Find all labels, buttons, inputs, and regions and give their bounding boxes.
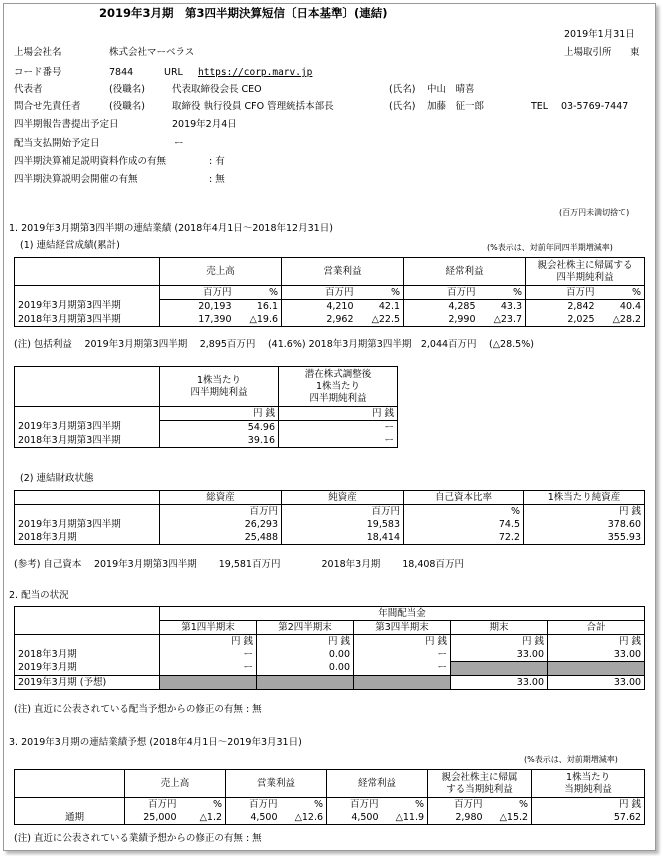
results-cell: △22.5	[357, 313, 404, 327]
dividend-unit-1: 円 銭	[257, 635, 354, 649]
contact-role-label: (役職名)	[109, 101, 145, 112]
briefing-value: : 無	[209, 174, 225, 185]
table-row	[15, 434, 398, 448]
financial-header-0: 総資産	[160, 491, 282, 505]
results-cell: 20,193	[160, 300, 235, 314]
table-row	[15, 518, 645, 531]
financial-header-1: 純資産	[282, 491, 404, 505]
financial-cell: 72.2	[404, 531, 524, 545]
dividend-cell: ー	[354, 648, 451, 662]
forecast-unit-4: 百万円	[327, 798, 382, 812]
results-unit-7: %	[598, 286, 645, 300]
dividend-cell: 33.00	[548, 676, 645, 690]
results-unit-1: %	[235, 286, 282, 300]
results-cell: 2,962	[282, 313, 357, 327]
dividend-cell: 0.00	[257, 648, 354, 662]
results-header-net-income: 親会社株主に帰属する 四半期純利益	[526, 258, 645, 286]
exchange-value: 東	[630, 47, 640, 58]
section1-heading: 1. 2019年3月期第3四半期の連結業績 (2018年4月1日〜2018年12月31日)	[9, 223, 333, 234]
publish-date: 2019年1月31日	[564, 29, 635, 40]
table-row	[15, 300, 645, 314]
forecast-revision-note: (注) 直近に公表されている業績予想からの修正の有無 : 無	[14, 833, 262, 844]
financial-unit-0: 百万円	[160, 505, 282, 519]
financial-header-3: 1株当たり純資産	[524, 491, 645, 505]
dividend-row-label: 2018年3月期	[15, 648, 160, 662]
financial-cell: 19,583	[282, 518, 404, 531]
report-date-value: 2019年2月4日	[172, 119, 237, 130]
dividend-unit-0: 円 銭	[160, 635, 257, 649]
forecast-row-label: 通期	[15, 811, 125, 825]
results-cell: 42.1	[357, 300, 404, 314]
results-unit-blank	[15, 286, 160, 300]
forecast-unit-7: %	[486, 798, 532, 812]
eps-cell: ー	[279, 434, 398, 448]
forecast-table	[14, 769, 645, 825]
contact-name-label: (氏名)	[389, 101, 416, 112]
report-date-label: 四半期報告書提出予定日	[14, 119, 119, 130]
table-row	[15, 531, 645, 545]
dividend-unit-2: 円 銭	[354, 635, 451, 649]
table-row	[15, 662, 645, 676]
dividend-cell: 33.00	[451, 648, 548, 662]
dividend-unit-blank	[15, 635, 160, 649]
results-row-label: 2019年3月期第3四半期	[15, 300, 160, 314]
dividend-row-label: 2019年3月期 (予想)	[15, 676, 160, 690]
financial-cell: 378.60	[524, 518, 645, 531]
eps-row-label: 2019年3月期第3四半期	[15, 421, 160, 435]
dividend-revision-note: (注) 直近に公表されている配当予想からの修正の有無 : 無	[14, 704, 262, 715]
financial-row-label: 2019年3月期第3四半期	[15, 518, 160, 531]
forecast-header-sales: 売上高	[125, 770, 226, 798]
rep-name-value: 中山 晴喜	[427, 84, 475, 95]
eps-unit-blank	[15, 407, 160, 421]
results-header-blank	[15, 258, 160, 286]
section1-sub1: (1) 連結経営成績(累計)	[20, 240, 120, 251]
financial-cell: 355.93	[524, 531, 645, 545]
contact-label: 問合せ先責任者	[14, 101, 81, 112]
forecast-unit-5: %	[382, 798, 428, 812]
forecast-unit-blank	[15, 798, 125, 812]
dividend-start-label: 配当支払開始予定日	[14, 138, 100, 149]
tel-value: 03-5769-7447	[561, 101, 629, 112]
eps-table	[14, 366, 398, 448]
forecast-unit-2: 百万円	[226, 798, 281, 812]
document-title: 2019年3月期 第3四半期決算短信〔日本基準〕(連結)	[99, 6, 388, 20]
table-row	[15, 313, 645, 327]
forecast-unit-0: 百万円	[125, 798, 180, 812]
document-page	[3, 3, 656, 851]
forecast-cell: 2,980	[428, 811, 486, 825]
section3-heading: 3. 2019年3月期の連結業績予想 (2018年4月1日〜2019年3月31日)	[9, 737, 302, 748]
results-unit-5: %	[479, 286, 526, 300]
financial-unit-blank	[15, 505, 160, 519]
dividend-cell: ー	[354, 662, 451, 676]
dividend-cell-shaded	[160, 676, 257, 690]
exchange-label: 上場取引所	[564, 47, 612, 58]
contact-role-value: 取締役 執行役員 CFO 管理統括本部長	[172, 101, 334, 112]
forecast-cell: 4,500	[327, 811, 382, 825]
financial-unit-2: %	[404, 505, 524, 519]
results-cell: △19.6	[235, 313, 282, 327]
eps-unit-1: 円 銭	[279, 407, 398, 421]
financial-header-blank	[15, 491, 160, 505]
supplementary-label: 四半期決算補足説明資料作成の有無	[14, 156, 167, 167]
dividends-table	[14, 606, 645, 690]
financial-unit-1: 百万円	[282, 505, 404, 519]
rep-name-label: (氏名)	[389, 84, 416, 95]
url-link[interactable]: https://corp.marv.jp	[198, 67, 313, 78]
dividend-header-blank	[15, 607, 160, 621]
results-cell: 2,990	[404, 313, 479, 327]
dividend-row-label: 2019年3月期	[15, 662, 160, 676]
eps-row-label: 2018年3月期第3四半期	[15, 434, 160, 448]
results-cell: 2,842	[526, 300, 598, 314]
briefing-label: 四半期決算説明会開催の有無	[14, 174, 138, 185]
forecast-cell: 57.62	[532, 811, 645, 825]
dividend-header-year-end: 期末	[451, 621, 548, 635]
results-cell: 2,025	[526, 313, 598, 327]
results-cell: 4,210	[282, 300, 357, 314]
section1-percent-note: (%表示は、対前年同四半期増減率)	[487, 243, 613, 252]
results-cell: 4,285	[404, 300, 479, 314]
financial-cell: 74.5	[404, 518, 524, 531]
url-label: URL	[164, 67, 183, 78]
section3-percent-note: (%表示は、対前期増減率)	[524, 755, 618, 764]
eps-header-basic: 1株当たり 四半期純利益	[160, 367, 279, 407]
code-label: コード番号	[14, 67, 62, 78]
table-row	[15, 676, 645, 690]
dividend-header-blank-2	[15, 621, 160, 635]
dividend-header-q1: 第1四半期末	[160, 621, 257, 635]
forecast-header-operating: 営業利益	[226, 770, 327, 798]
results-unit-0: 百万円	[160, 286, 235, 300]
section2-heading: 2. 配当の状況	[9, 590, 69, 601]
forecast-unit-6: 百万円	[428, 798, 486, 812]
results-row-label: 2018年3月期第3四半期	[15, 313, 160, 327]
dividend-unit-4: 円 銭	[548, 635, 645, 649]
dividend-cell: ー	[160, 648, 257, 662]
dividend-cell-shaded	[548, 662, 645, 676]
forecast-cell: △12.6	[281, 811, 327, 825]
forecast-header-ordinary: 経常利益	[327, 770, 428, 798]
forecast-cell: 4,500	[226, 811, 281, 825]
supplementary-value: : 有	[209, 156, 225, 167]
results-unit-3: %	[357, 286, 404, 300]
financial-header-2: 自己資本比率	[404, 491, 524, 505]
financial-cell: 26,293	[160, 518, 282, 531]
rep-role-value: 代表取締役会長 CEO	[172, 84, 262, 95]
results-cell: △23.7	[479, 313, 526, 327]
forecast-cell: △15.2	[486, 811, 532, 825]
financial-cell: 18,414	[282, 531, 404, 545]
eps-cell: 54.96	[160, 421, 279, 435]
tel-label: TEL	[531, 101, 549, 112]
listed-company-label: 上場会社名	[14, 47, 62, 58]
forecast-cell: △11.9	[382, 811, 428, 825]
results-cell: 17,390	[160, 313, 235, 327]
dividend-cell-shaded	[257, 676, 354, 690]
dividend-group-header: 年間配当金	[160, 607, 645, 621]
forecast-unit-8: 円 銭	[532, 798, 645, 812]
financial-row-label: 2018年3月期	[15, 531, 160, 545]
financial-position-table	[14, 490, 645, 545]
dividend-cell: ー	[160, 662, 257, 676]
results-header-sales: 売上高	[160, 258, 282, 286]
forecast-unit-1: %	[180, 798, 226, 812]
eps-header-blank	[15, 367, 160, 407]
rep-role-label: (役職名)	[109, 84, 145, 95]
results-cell: 43.3	[479, 300, 526, 314]
results-cell: 16.1	[235, 300, 282, 314]
results-header-operating: 営業利益	[282, 258, 404, 286]
forecast-header-net-income: 親会社株主に帰属 する当期純利益	[428, 770, 532, 798]
dividend-header-total: 合計	[548, 621, 645, 635]
dividend-header-q2: 第2四半期末	[257, 621, 354, 635]
code-value: 7844	[109, 67, 134, 78]
results-cell: 40.4	[598, 300, 645, 314]
contact-name-value: 加藤 征一郎	[427, 101, 485, 112]
forecast-header-blank	[15, 770, 125, 798]
dividend-cell: 33.00	[548, 648, 645, 662]
results-unit-6: 百万円	[526, 286, 598, 300]
eps-cell: ー	[279, 421, 398, 435]
dividend-header-q3: 第3四半期末	[354, 621, 451, 635]
operating-results-table	[14, 257, 645, 327]
dividend-cell: 0.00	[257, 662, 354, 676]
representative-label: 代表者	[14, 84, 43, 95]
dividend-start-value: ー	[174, 138, 184, 149]
dividend-cell-shaded	[451, 662, 548, 676]
financial-cell: 25,488	[160, 531, 282, 545]
table-row	[15, 648, 645, 662]
eps-unit-0: 円 銭	[160, 407, 279, 421]
forecast-header-eps: 1株当たり 当期純利益	[532, 770, 645, 798]
results-header-ordinary: 経常利益	[404, 258, 526, 286]
dividend-cell-shaded	[354, 676, 451, 690]
forecast-cell: 25,000	[125, 811, 180, 825]
results-unit-2: 百万円	[282, 286, 357, 300]
table-row	[15, 421, 398, 435]
dividend-unit-3: 円 銭	[451, 635, 548, 649]
financial-unit-3: 円 銭	[524, 505, 645, 519]
section1-sub2: (2) 連結財政状態	[20, 473, 94, 484]
forecast-unit-3: %	[281, 798, 327, 812]
rounding-note: (百万円未満切捨て)	[559, 208, 630, 217]
results-cell: △28.2	[598, 313, 645, 327]
results-unit-4: 百万円	[404, 286, 479, 300]
table-row	[15, 811, 645, 825]
listed-company-value: 株式会社マーベラス	[109, 47, 195, 58]
equity-reference-note: (参考) 自己資本 2019年3月期第3四半期 19,581百万円 2018年3月期 18,408百万円	[14, 559, 464, 570]
dividend-cell: 33.00	[451, 676, 548, 690]
comprehensive-income-note: (注) 包括利益 2019年3月期第3四半期 2,895百万円 (41.6%) 2018年3月期第3四半期 2,044百万円 (△28.5%)	[14, 339, 534, 350]
eps-header-diluted: 潜在株式調整後 1株当たり 四半期純利益	[279, 367, 398, 407]
forecast-cell: △1.2	[180, 811, 226, 825]
eps-cell: 39.16	[160, 434, 279, 448]
